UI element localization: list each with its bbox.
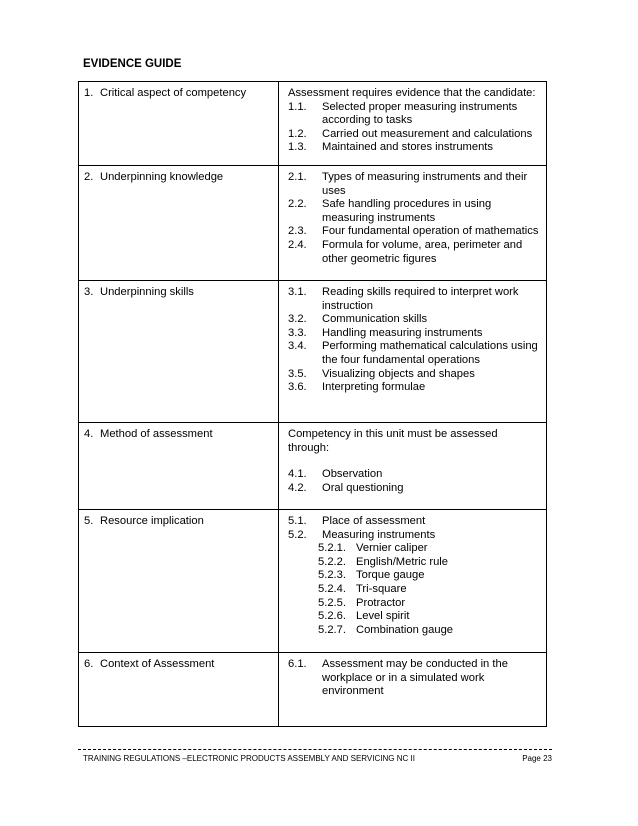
aspect-label: Method of assessment xyxy=(100,428,213,440)
item-number: 3.5. xyxy=(288,367,307,380)
sub-list-item xyxy=(288,569,540,583)
aspect-cell xyxy=(79,166,279,281)
footer-divider xyxy=(78,749,552,750)
item-number: 5.2.3. xyxy=(318,569,346,582)
evidence-guide-table xyxy=(78,81,547,727)
item-number: 6.1. xyxy=(288,658,307,670)
aspect-cell xyxy=(79,510,279,653)
item-text: Safe handling procedures in using measuring instruments xyxy=(322,198,492,224)
list-item xyxy=(288,381,540,395)
item-number: 2.4. xyxy=(288,238,307,251)
item-number: 5.2.5. xyxy=(318,596,346,609)
list-item xyxy=(288,141,540,155)
row-number: 5. xyxy=(84,515,94,527)
item-number: 5.2.1. xyxy=(318,542,346,555)
item-text: Handling measuring instruments xyxy=(322,326,483,339)
item-number: 2.2. xyxy=(288,198,307,211)
item-text: Level spirit xyxy=(356,610,410,623)
detail-cell xyxy=(279,510,547,653)
aspect-label: Underpinning knowledge xyxy=(100,171,224,183)
item-number: 3.1. xyxy=(288,286,307,298)
list-item xyxy=(288,658,540,699)
aspect-label: Underpinning skills xyxy=(100,286,194,298)
list-item xyxy=(288,529,540,543)
detail-cell xyxy=(279,82,547,166)
sub-list-item xyxy=(288,542,540,556)
row-number: 3. xyxy=(84,286,94,298)
table-row xyxy=(79,281,547,423)
item-number: 4.2. xyxy=(288,481,307,494)
aspect-cell xyxy=(79,653,279,727)
list-item xyxy=(288,198,540,225)
sub-list-item xyxy=(288,556,540,570)
list-item xyxy=(288,468,540,482)
item-text: Protractor xyxy=(356,596,406,609)
page-heading: EVIDENCE GUIDE xyxy=(83,58,182,70)
list-item xyxy=(288,313,540,327)
list-item xyxy=(288,482,540,496)
item-text: Reading skills required to interpret work instruction xyxy=(322,286,519,312)
item-number: 5.1. xyxy=(288,515,307,527)
item-text: Interpreting formulae xyxy=(322,381,426,394)
item-text: Measuring instruments xyxy=(322,528,436,541)
item-number: 1.3. xyxy=(288,141,307,154)
item-number: 5.2. xyxy=(288,528,307,541)
item-number: 1.2. xyxy=(288,127,307,140)
item-text: Oral questioning xyxy=(322,481,404,494)
sub-list-item xyxy=(288,610,540,624)
item-number: 5.2.2. xyxy=(318,555,346,568)
spacer xyxy=(288,455,540,468)
item-text: Four fundamental operation of mathematics xyxy=(322,225,539,238)
list-item xyxy=(288,368,540,382)
item-number: 3.2. xyxy=(288,313,307,326)
list-item xyxy=(288,128,540,142)
table-row xyxy=(79,166,547,281)
item-text: Place of assessment xyxy=(322,515,426,527)
detail-cell xyxy=(279,423,547,510)
row-number: 4. xyxy=(84,428,94,440)
list-item xyxy=(288,340,540,367)
item-number: 3.3. xyxy=(288,326,307,339)
list-item xyxy=(288,101,540,128)
item-text: Performing mathematical calculations using the four fundamental operations xyxy=(322,340,538,366)
item-text: Types of measuring instruments and their uses xyxy=(322,171,528,197)
item-number: 3.6. xyxy=(288,381,307,394)
item-number: 5.2.6. xyxy=(318,610,346,623)
aspect-label: Resource implication xyxy=(100,515,204,527)
item-text: Visualizing objects and shapes xyxy=(322,367,475,380)
table-row xyxy=(79,82,547,166)
table-row xyxy=(79,510,547,653)
aspect-label: Critical aspect of competency xyxy=(100,87,247,99)
aspect-cell xyxy=(79,423,279,510)
row-number: 1. xyxy=(84,87,94,99)
item-text: Vernier caliper xyxy=(356,542,428,555)
sub-list-item xyxy=(288,597,540,611)
row-number: 6. xyxy=(84,658,94,670)
detail-intro: Assessment requires evidence that the candidate: xyxy=(288,87,536,99)
row-number: 2. xyxy=(84,171,94,183)
item-text: English/Metric rule xyxy=(356,555,449,568)
detail-cell xyxy=(279,281,547,423)
detail-cell xyxy=(279,653,547,727)
sub-list-item xyxy=(288,583,540,597)
aspect-cell xyxy=(79,82,279,166)
aspect-cell xyxy=(79,281,279,423)
item-text: Communication skills xyxy=(322,313,428,326)
item-number: 1.1. xyxy=(288,100,307,113)
aspect-label: Context of Assessment xyxy=(100,658,215,670)
item-text: Maintained and stores instruments xyxy=(322,141,494,154)
item-number: 5.2.4. xyxy=(318,582,346,595)
item-text: Torque gauge xyxy=(356,569,425,582)
list-item xyxy=(288,327,540,341)
item-number: 4.1. xyxy=(288,468,307,481)
list-item xyxy=(288,286,540,313)
page-number: Page 23 xyxy=(522,754,552,763)
item-text: Carried out measurement and calculations xyxy=(322,127,533,140)
item-number: 2.3. xyxy=(288,225,307,238)
item-number: 5.2.7. xyxy=(318,623,346,636)
item-text: Assessment may be conducted in the workplace or in a simulated work environment xyxy=(322,658,508,698)
item-text: Tri-square xyxy=(356,582,407,595)
item-text: Selected proper measuring instruments according to tasks xyxy=(322,100,518,127)
item-text: Observation xyxy=(322,468,383,481)
list-item xyxy=(288,239,540,266)
list-item xyxy=(288,171,540,198)
item-number: 2.1. xyxy=(288,171,307,183)
detail-intro: Competency in this unit must be assessed through: xyxy=(288,428,498,454)
table-row xyxy=(79,423,547,510)
table-row xyxy=(79,653,547,727)
item-number: 3.4. xyxy=(288,340,307,353)
sub-list-item xyxy=(288,624,540,638)
detail-cell xyxy=(279,166,547,281)
item-text: Formula for volume, area, perimeter and other geometric figures xyxy=(322,238,523,265)
footer-title: TRAINING REGULATIONS –ELECTRONIC PRODUCTS ASSEMBLY AND SERVICING NC II xyxy=(83,754,415,763)
item-text: Combination gauge xyxy=(356,623,454,636)
list-item xyxy=(288,515,540,529)
list-item xyxy=(288,225,540,239)
